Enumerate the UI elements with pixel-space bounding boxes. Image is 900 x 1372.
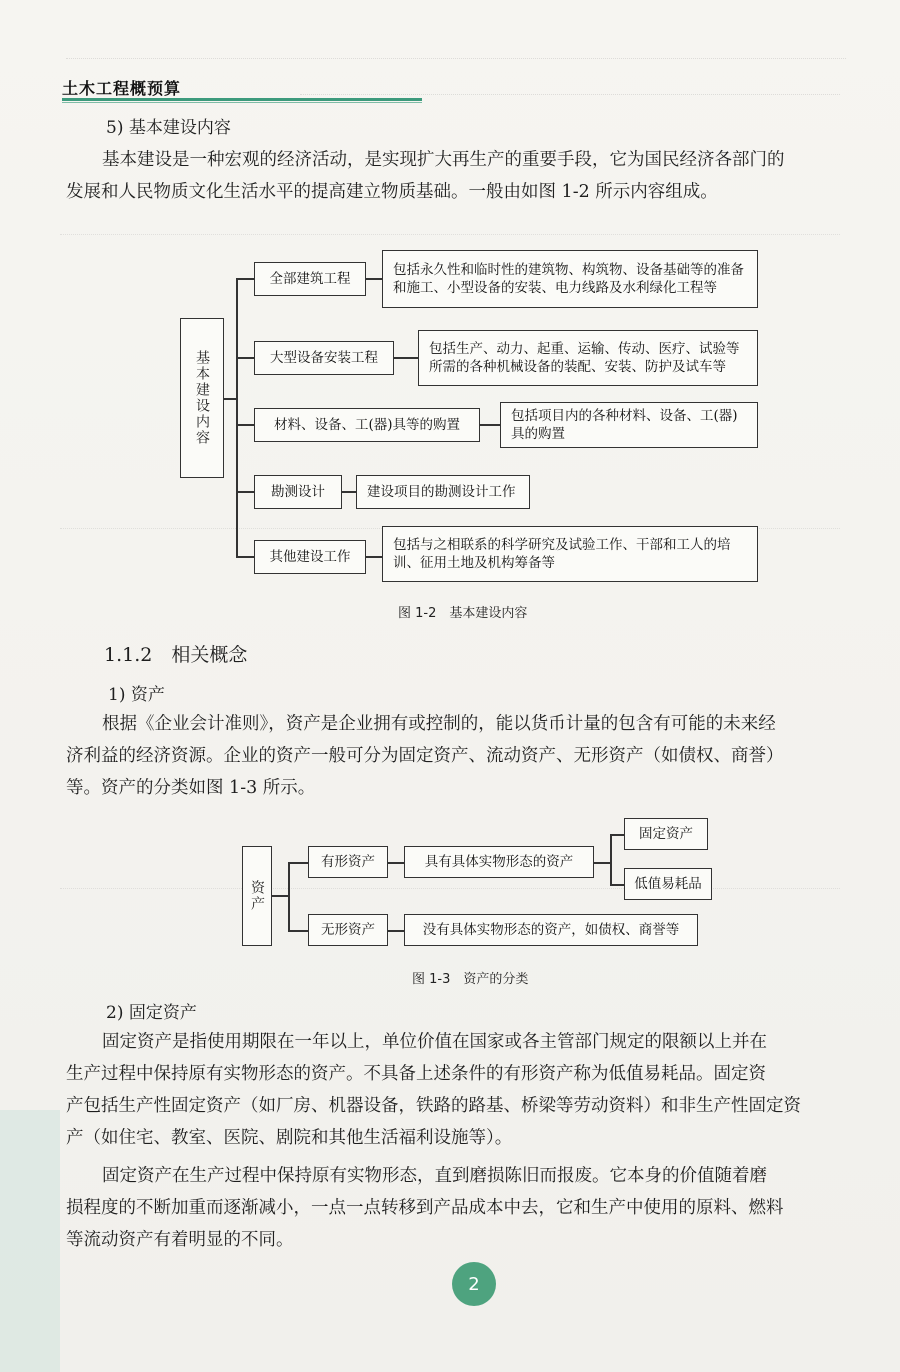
fig13-fixed-box [624,818,708,850]
fig13-tangible-label: 有形资产 [321,854,375,870]
fig13-intangible-desc-box [404,914,698,946]
fig13-connector [288,862,308,864]
item-heading-5: 5) 基本建设内容 [106,118,231,138]
paragraph-line: 发展和人民物质文化生活水平的提高建立物质基础。一般由如图 1-2 所示内容组成。 [66,182,718,202]
fig12-desc-box [382,526,758,582]
paragraph-fixed-assets-depreciation [66,1160,866,1256]
bleed-through-ghost [60,880,840,889]
fig12-connector [236,357,254,359]
fig13-intangible-label: 无形资产 [321,922,375,938]
header-rule [62,98,422,101]
bleed-through-ghost [300,86,840,95]
fig13-tangible-desc-box [404,846,594,878]
paragraph-line: 产（如住宅、教室、医院、剧院和其他生活福利设施等）。 [66,1128,513,1148]
fig13-tangible-box [308,846,388,878]
section-title: 1.1.2 相关概念 [104,644,248,666]
fig13-connector [594,862,610,864]
fig12-item-box [254,262,366,296]
item-heading-2: 2) 固定资产 [106,1003,197,1023]
paragraph-line: 固定资产是指使用期限在一年以上，单位价值在国家或各主管部门规定的限额以上并在 [102,1032,767,1052]
paragraph-line: 等流动资产有着明显的不同。 [66,1230,294,1250]
running-header: 土木工程概预算 [62,79,182,98]
fig12-spine [236,278,238,556]
fig12-connector [236,556,254,558]
fig13-intangible-box [308,914,388,946]
fig13-root-label: 资产 [249,880,265,912]
fig13-spine [288,862,290,930]
fig12-root-box [180,318,224,478]
bleed-through-ghost [60,226,840,235]
fig12-connector [342,491,356,493]
fig12-connector [394,357,418,359]
fig12-item-label: 全部建筑工程 [269,271,351,287]
paragraph-line: 损程度的不断加重而逐渐减小，一点一点转移到产品成本中去，它和生产中使用的原料、燃料 [66,1198,784,1218]
fig12-connector [236,491,254,493]
fig12-connector [224,398,236,400]
paragraph-line: 济利益的经济资源。企业的资产一般可分为固定资产、流动资产、无形资产（如债权、商誉） [66,746,784,766]
fig12-desc: 包括永久性和临时性的建筑物、构筑物、设备基础等的准备和施工、小型设备的安装、电力线路及水利绿化工程等 [393,262,744,296]
fig12-caption: 图 1-2 基本建设内容 [398,606,528,621]
fig12-item-label: 大型设备安装工程 [270,350,378,366]
paragraph-line: 等。资产的分类如图 1-3 所示。 [66,778,316,798]
fig13-tangible-desc: 具有具体实物形态的资产 [424,854,574,870]
fig12-item-box [254,475,342,509]
page-number: 2 [452,1262,496,1306]
fig12-connector [480,424,500,426]
fig12-desc: 包括项目内的各种材料、设备、工(器)具的购置 [511,408,738,442]
fig13-connector [610,884,624,886]
fig13-connector [388,930,404,932]
fig13-low-value-box [624,868,712,900]
paragraph-assets [66,708,866,804]
fig12-desc: 包括生产、动力、起重、运输、传动、医疗、试验等所需的各种机械设备的装配、安装、防护及试车等 [429,341,740,375]
fig12-connector [236,424,254,426]
fig12-item-box [254,341,394,375]
fig12-item-label: 材料、设备、工(器)具等的购置 [273,417,461,433]
fig12-desc-box [500,402,758,448]
item-heading-1: 1) 资产 [108,685,165,705]
fig12-item-box [254,540,366,574]
fig12-desc-box [356,475,530,509]
fig12-desc-box [418,330,758,386]
fig13-root-box [242,846,272,946]
paragraph-basic-construction [66,144,866,208]
paragraph-line: 根据《企业会计准则》，资产是企业拥有或控制的，能以货币计量的包含有可能的未来经 [102,714,776,734]
fig13-caption: 图 1-3 资产的分类 [412,972,529,987]
fig12-root-label: 基本建设内容 [194,350,210,446]
margin-tint [0,1110,60,1372]
paragraph-line: 基本建设是一种宏观的经济活动，是实现扩大再生产的重要手段，它为国民经济各部门的 [102,150,785,170]
fig12-desc: 建设项目的勘测设计工作 [367,484,516,500]
header-rule-thin [62,102,422,103]
fig13-connector [610,834,624,836]
fig13-connector [288,930,308,932]
fig13-connector [388,862,404,864]
paragraph-line: 产包括生产性固定资产（如厂房、机器设备，铁路的路基、桥梁等劳动资料）和非生产性固定资 [66,1096,801,1116]
fig12-item-box [254,408,480,442]
paragraph-line: 生产过程中保持原有实物形态的资产。不具备上述条件的有形资产称为低值易耗品。固定资 [66,1064,766,1084]
fig13-connector [272,895,288,897]
paragraph-fixed-assets [66,1026,866,1154]
fig12-connector [366,278,382,280]
fig12-item-label: 其他建设工作 [269,549,351,565]
fig12-item-label: 勘测设计 [271,484,325,500]
bleed-through-ghost [66,48,846,59]
fig13-intangible-desc: 没有具体实物形态的资产，如债权、商誉等 [422,922,680,938]
fig13-low-value-label: 低值易耗品 [634,876,702,892]
fig13-fixed-label: 固定资产 [639,826,693,842]
fig12-connector [236,278,254,280]
fig12-desc: 包括与之相联系的科学研究及试验工作、干部和工人的培训、征用土地及机构筹备等 [393,537,731,571]
fig13-spine [610,834,612,884]
fig12-desc-box [382,250,758,308]
fig12-connector [366,556,382,558]
paragraph-line: 固定资产在生产过程中保持原有实物形态，直到磨损陈旧而报废。它本身的价值随着磨 [102,1166,767,1186]
